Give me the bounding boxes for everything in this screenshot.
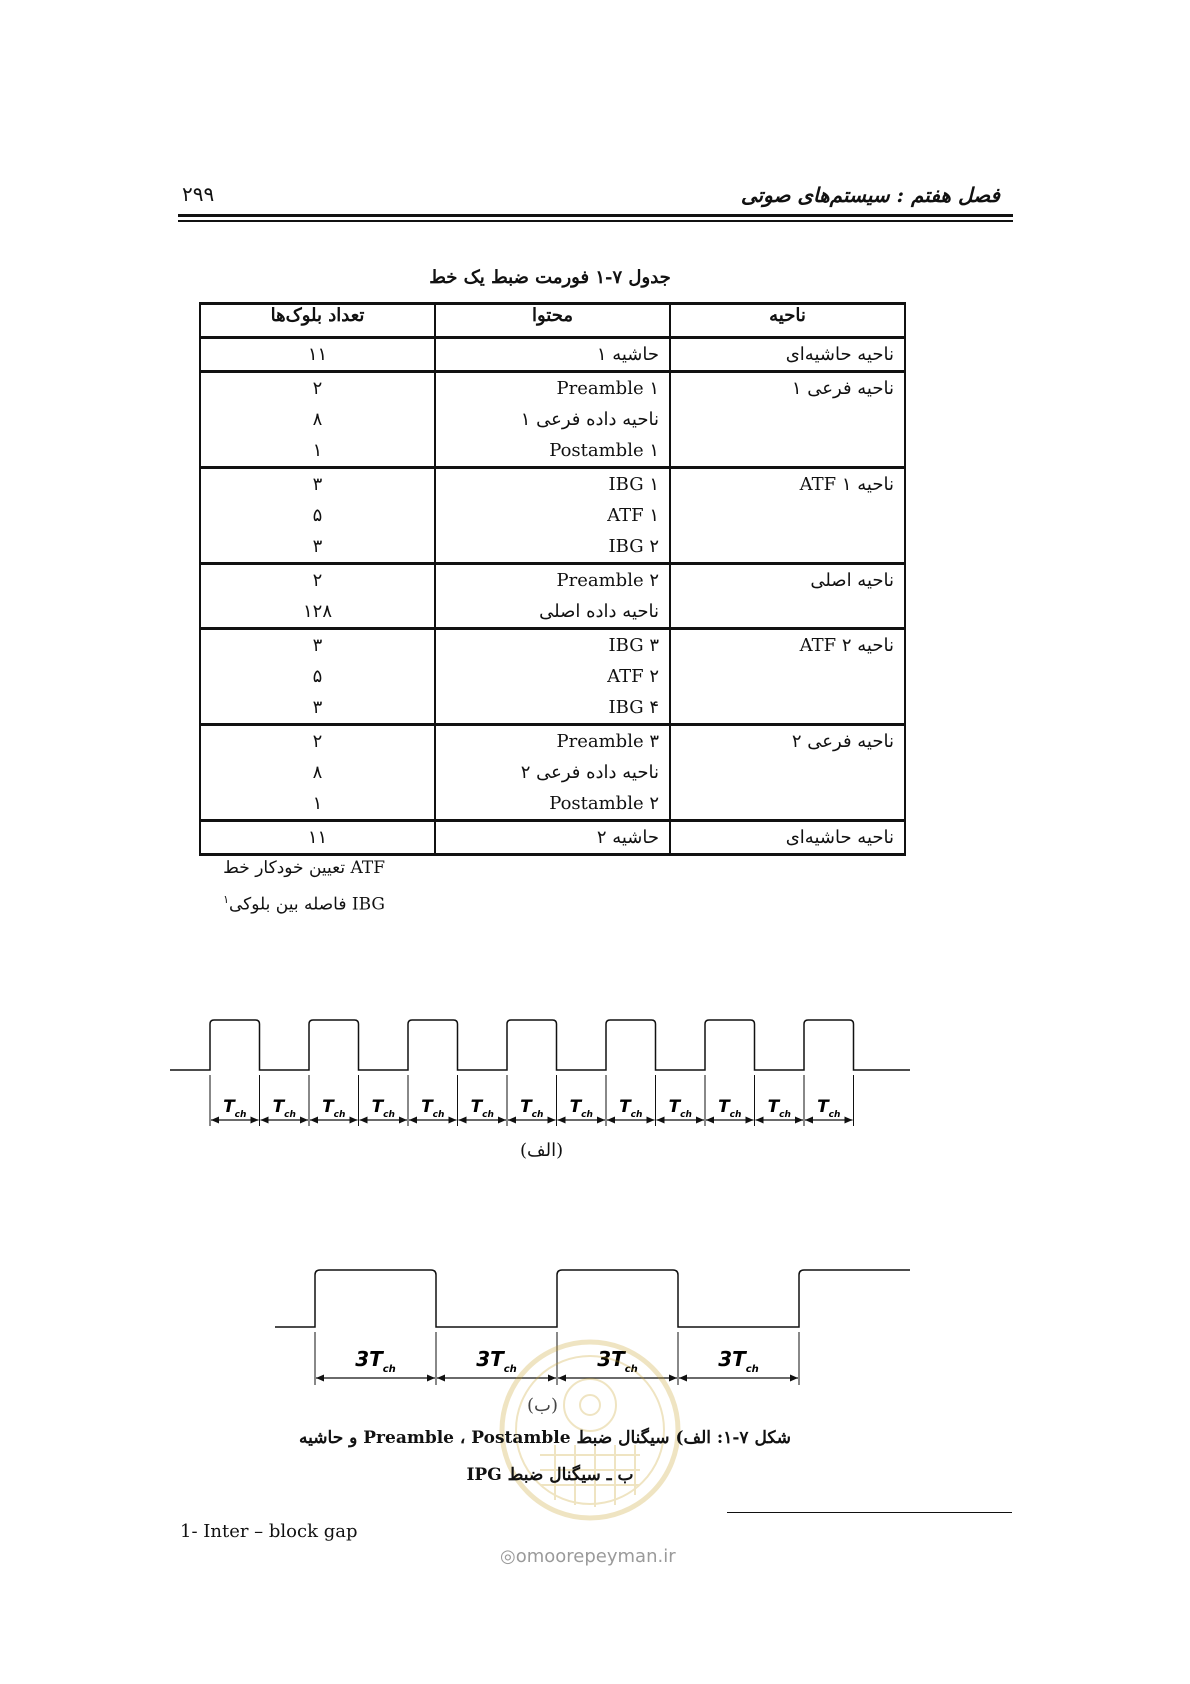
period-label-sub: ch	[680, 1110, 692, 1120]
blocks-value: ۸	[312, 409, 323, 430]
dimension-arrow-head-right	[300, 1117, 308, 1124]
region-label: ناحیه ATF ۲	[799, 635, 894, 656]
content-value: IBG ۲	[608, 536, 659, 557]
period-label-main: T	[817, 1097, 829, 1117]
content-value: ناحیه داده فرعی ۲	[520, 762, 659, 783]
period-label-main: T	[421, 1097, 433, 1117]
table-row	[200, 564, 905, 629]
blocks-cell	[200, 725, 435, 821]
content-value: ناحیه داده اصلی	[539, 601, 659, 622]
dimension-arrow-head-left	[657, 1117, 665, 1124]
content-value: Postamble ۱	[549, 440, 659, 461]
dimension-arrow-head-right	[647, 1117, 655, 1124]
period-label-main: T	[569, 1097, 582, 1117]
period-label-sub: ch	[630, 1110, 643, 1120]
dimension-arrow-head-right	[597, 1117, 605, 1124]
period-label-main: T	[322, 1097, 334, 1117]
period-label	[520, 1097, 543, 1120]
period-label-main: T	[223, 1097, 235, 1117]
period-label-sub: ch	[382, 1363, 396, 1375]
dimension-arrow-head-right	[790, 1375, 798, 1382]
column-header-blocks: تعداد بلوک‌ها	[200, 304, 435, 338]
region-cell	[670, 338, 905, 372]
region-cell	[670, 468, 905, 564]
dimension-arrow-head-right	[548, 1117, 556, 1124]
period-label-main: 3T	[355, 1347, 383, 1371]
period-label-sub: ch	[383, 1110, 395, 1120]
waveform-a-dimensions	[210, 1075, 854, 1126]
content-value: حاشیه ۲	[596, 827, 659, 848]
period-label	[669, 1097, 692, 1120]
dimension-arrow-head-left	[360, 1117, 368, 1124]
content-cell	[435, 821, 670, 855]
footnote: 1- Inter – block gap	[180, 1521, 358, 1542]
blocks-value: ۳	[312, 697, 323, 718]
table-row	[200, 338, 905, 372]
dimension-arrow-head-left	[459, 1117, 467, 1124]
note-atf: ATF تعیین خودکار خط	[223, 858, 385, 878]
content-cell	[435, 629, 670, 725]
period-label-sub: ch	[234, 1110, 247, 1120]
blocks-value: ۳	[312, 536, 323, 557]
dimension-arrow-head-left	[706, 1117, 714, 1124]
blocks-cell	[200, 372, 435, 468]
blocks-cell	[200, 338, 435, 372]
period-label	[355, 1347, 396, 1375]
sub-caption-b: (ب)	[527, 1395, 558, 1416]
content-cell	[435, 725, 670, 821]
watermark-url: omoorepeyman.ir	[515, 1546, 676, 1567]
period-label-main: T	[619, 1097, 631, 1117]
column-header-content: محتوا	[435, 304, 670, 338]
period-label-sub: ch	[284, 1110, 296, 1120]
dimension-arrow-head-left	[756, 1117, 764, 1124]
period-label	[768, 1097, 791, 1120]
period-label-main: T	[371, 1097, 384, 1117]
figure-caption-secondary: ب ـ سیگنال ضبط IPG	[466, 1465, 634, 1485]
note-ibg	[223, 893, 385, 915]
dimension-arrow-head-left	[211, 1117, 219, 1124]
region-label: ناحیه حاشیه‌ای	[785, 827, 894, 848]
region-label: ناحیه حاشیه‌ای	[785, 344, 894, 365]
period-label	[223, 1097, 246, 1120]
period-label-sub: ch	[581, 1110, 593, 1120]
period-label-sub: ch	[729, 1110, 742, 1120]
content-value: ATF ۱	[607, 505, 659, 526]
waveform-b-signal	[275, 1270, 910, 1327]
period-label-main: T	[767, 1097, 780, 1117]
period-label-sub: ch	[828, 1110, 841, 1120]
watermark-text	[500, 1546, 676, 1567]
period-label-sub: ch	[745, 1363, 759, 1375]
content-value: IBG ۳	[608, 635, 659, 656]
content-cell	[435, 372, 670, 468]
period-label	[718, 1347, 759, 1375]
table-row	[200, 725, 905, 821]
period-label	[570, 1097, 593, 1120]
waveform-a-signal	[170, 1020, 910, 1070]
dimension-arrow-head-left	[508, 1117, 516, 1124]
watermark-icon: ◎	[500, 1546, 516, 1567]
content-cell	[435, 338, 670, 372]
dimension-arrow-head-left	[310, 1117, 318, 1124]
blocks-value: ۱	[312, 440, 323, 461]
dimension-arrow-head-right	[795, 1117, 803, 1124]
period-label-sub: ch	[482, 1110, 494, 1120]
content-cell	[435, 564, 670, 629]
dimension-arrow-head-left	[558, 1117, 566, 1124]
header-rule-top	[178, 214, 1013, 217]
blocks-value: ۱۱	[307, 344, 328, 365]
table-row	[200, 821, 905, 855]
header-rule-bottom	[178, 220, 1013, 222]
period-label-main: 3T	[597, 1347, 625, 1371]
blocks-value: ۸	[312, 762, 323, 783]
dimension-arrow-head-right	[427, 1375, 435, 1382]
period-label	[471, 1097, 494, 1120]
period-label-sub: ch	[432, 1110, 445, 1120]
sub-caption-a: (الف)	[520, 1140, 564, 1161]
figure-caption: شکل ۷-۱: الف) سیگنال ضبط Preamble ، Postamble و حاشیه	[299, 1428, 791, 1448]
period-label	[421, 1097, 444, 1120]
period-label	[322, 1097, 345, 1120]
period-label	[372, 1097, 395, 1120]
period-label-main: 3T	[476, 1347, 504, 1371]
content-value: ATF ۲	[607, 666, 659, 687]
blocks-cell	[200, 564, 435, 629]
blocks-value: ۲	[312, 570, 323, 591]
footnote-ref: ۱	[223, 893, 229, 906]
dimension-arrow-head-left	[437, 1375, 445, 1382]
column-header-region: ناحیه	[670, 304, 905, 338]
period-label-sub: ch	[333, 1110, 346, 1120]
format-table	[199, 302, 906, 856]
dimension-arrow-head-right	[449, 1117, 457, 1124]
blocks-cell	[200, 629, 435, 725]
region-cell	[670, 725, 905, 821]
period-label-main: 3T	[718, 1347, 746, 1371]
table-header-row	[200, 304, 905, 338]
region-cell	[670, 372, 905, 468]
dimension-arrow-head-right	[251, 1117, 259, 1124]
dimension-arrow-head-right	[746, 1117, 754, 1124]
blocks-value: ۱	[312, 793, 323, 814]
period-label-main: T	[718, 1097, 730, 1117]
blocks-value: ۲	[312, 731, 323, 752]
dimension-arrow-head-right	[696, 1117, 704, 1124]
dimension-arrow-head-right	[845, 1117, 853, 1124]
table-caption: جدول ۷-۱ فورمت ضبط یک خط	[429, 267, 671, 288]
content-value: Preamble ۲	[556, 570, 659, 591]
table-row	[200, 372, 905, 468]
dimension-arrow-head-left	[409, 1117, 417, 1124]
content-value: IBG ۴	[608, 697, 659, 718]
blocks-value: ۱۱	[307, 827, 328, 848]
period-label-sub: ch	[779, 1110, 791, 1120]
period-label-sub: ch	[531, 1110, 544, 1120]
dimension-arrow-head-left	[607, 1117, 615, 1124]
table-row	[200, 629, 905, 725]
region-label: ناحیه ATF ۱	[799, 474, 894, 495]
region-label: ناحیه فرعی ۲	[791, 731, 894, 752]
period-label-main: T	[668, 1097, 681, 1117]
blocks-value: ۱۲۸	[302, 601, 332, 622]
region-label: ناحیه فرعی ۱	[791, 378, 894, 399]
blocks-value: ۲	[312, 378, 323, 399]
content-value: Preamble ۱	[556, 378, 659, 399]
period-label-main: T	[272, 1097, 285, 1117]
dimension-arrow-head-left	[261, 1117, 269, 1124]
blocks-value: ۵	[312, 505, 323, 526]
waveform-a	[170, 1000, 910, 1130]
period-label-main: T	[520, 1097, 532, 1117]
chapter-title: فصل هفتم : سیستم‌های صوتی	[740, 183, 1000, 207]
content-value: Preamble ۳	[556, 731, 659, 752]
region-label: ناحیه اصلی	[810, 570, 894, 591]
content-value: Postamble ۲	[549, 793, 659, 814]
blocks-cell	[200, 821, 435, 855]
period-label	[718, 1097, 741, 1120]
blocks-cell	[200, 468, 435, 564]
page-number: ۲۹۹	[182, 182, 215, 206]
blocks-value: ۵	[312, 666, 323, 687]
dimension-arrow-head-right	[399, 1117, 407, 1124]
blocks-value: ۳	[312, 635, 323, 656]
period-label-main: T	[470, 1097, 483, 1117]
region-cell	[670, 629, 905, 725]
period-label	[817, 1097, 840, 1120]
dimension-arrow-head-left	[316, 1375, 324, 1382]
content-value: حاشیه ۱	[596, 344, 659, 365]
region-cell	[670, 564, 905, 629]
footnote-rule	[727, 1512, 1012, 1513]
period-label-sub: ch	[624, 1363, 638, 1375]
content-cell	[435, 468, 670, 564]
period-label	[619, 1097, 642, 1120]
dimension-arrow-head-right	[498, 1117, 506, 1124]
table-row	[200, 468, 905, 564]
dimension-arrow-head-left	[805, 1117, 813, 1124]
note-ibg-text: IBG فاصله بین بلوکی	[228, 894, 385, 915]
blocks-value: ۳	[312, 474, 323, 495]
region-cell	[670, 821, 905, 855]
content-value: IBG ۱	[608, 474, 659, 495]
dimension-arrow-head-right	[350, 1117, 358, 1124]
period-label	[273, 1097, 296, 1120]
content-value: ناحیه داده فرعی ۱	[520, 409, 659, 430]
period-label-sub: ch	[503, 1363, 517, 1375]
